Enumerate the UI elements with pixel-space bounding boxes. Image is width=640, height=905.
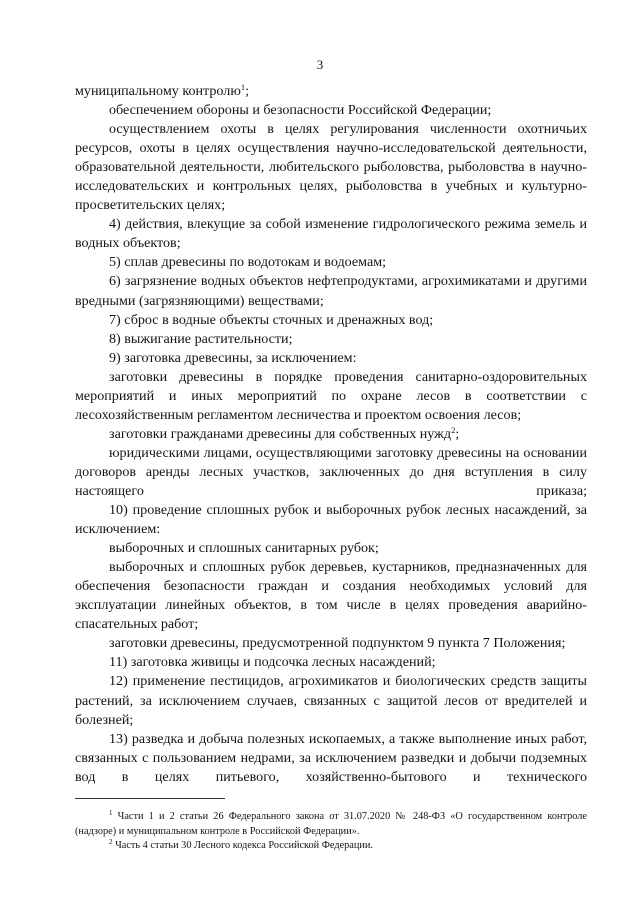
paragraph-text: 12) применение пестицидов, агрохимикатов и биологических средств защиты растений, за исключением случаев, связанных с защитой лесов от вредителей и болезней; [75,673,587,728]
paragraph-text: 13) разведка и добыча полезных ископаемых, а также выполнение иных работ, связанных с пользованием недрами, за исключением разведки и добычи подземных вод в целях питьевого, хозяйственно-бытового и технического [75,730,587,785]
paragraph [75,272,587,310]
paragraph [75,330,587,349]
paragraph [75,653,587,672]
paragraph-text: заготовки древесины в порядке проведения санитарно-оздоровительных мероприятий и иных мероприятий по охране лесов в соответствии с лесохозяйственным регламентом лесничества и проектом освоения лесов; [75,368,587,423]
footnote-mark: 1 [109,809,113,817]
footnote-reference: 2 [451,424,456,435]
footnote-text: Части 1 и 2 статьи 26 Федерального закона от 31.07.2020 № 248-ФЗ «О государственном контроле (надзоре) и муниципальном контроле в Российской Федерации». [75,811,587,837]
paragraph-text: 6) загрязнение водных объектов нефтепродуктами, агрохимикатами и другими вредными (загрязняющими) веществами; [75,273,587,309]
paragraph-text: 7) сброс в водные объекты сточных и дренажных вод; [109,311,434,328]
paragraph-text: выборочных и сплошных рубок деревьев, кустарников, предназначенных для обеспечения безопасности граждан и создания необходимых условий для эксплуатации линейных объектов, в том числе в целях проведения аварийно-спасательных работ; [75,559,587,633]
paragraph-text: обеспечением обороны и безопасности Российской Федерации; [109,102,492,119]
paragraph-punctuation: ; [455,425,460,442]
paragraph [75,368,587,425]
footnote-divider [75,798,225,799]
paragraph-text: 9) заготовка древесины, за исключением: [109,349,357,366]
paragraph-text: муниципальному контролю [75,83,241,99]
paragraph-text: 5) сплав древесины по водотокам и водоемам; [109,254,387,271]
paragraph-text: заготовки древесины, предусмотренной подпунктом 9 пункта 7 Положения; [109,635,566,652]
paragraph [75,311,587,330]
paragraph [75,444,587,501]
paragraph-text: осуществлением охоты в целях регулирования численности охотничьих ресурсов, охоты в целях осуществления научно-исследовательской деятельности, образовательной деятельности, любительского рыболовства, рыболовства в научно-исследовательских и контрольных целях, рыболовства в учебных и культурно-просветительских целях; [75,121,587,214]
paragraph [75,101,587,120]
footnote [75,839,587,854]
paragraph [75,558,587,634]
footnote [75,810,587,839]
paragraph [75,349,587,368]
paragraph-punctuation: ; [245,83,250,99]
paragraph-text: 11) заготовка живицы и подсочка лесных насаждений; [109,654,436,671]
paragraph [75,501,587,539]
paragraph [75,215,587,253]
footnote-reference: 1 [240,82,246,92]
paragraph [75,120,587,215]
paragraph [75,82,587,101]
paragraph-text: 4) действия, влекущие за собой изменение гидрологического режима земель и водных объектов; [75,216,587,252]
paragraph-text: 10) проведение сплошных рубок и выборочных рубок лесных насаждений, за исключением: [75,502,587,538]
paragraph-text: заготовки гражданами древесины для собственных нужд [109,425,452,442]
paragraph [75,425,587,444]
footnote-mark: 2 [109,838,113,846]
paragraph [75,672,587,729]
paragraph-text: юридическими лицами, осуществляющими заготовку древесины на основании договоров аренды лесных участков, заключенных до дня вступления в силу настоящего приказа; [75,444,587,499]
paragraph [75,730,587,787]
paragraph [75,634,587,653]
paragraph-text: выборочных и сплошных санитарных рубок; [109,540,379,557]
page-number: 3 [316,57,324,72]
document-body [75,82,587,787]
paragraph-text: 8) выжигание растительности; [109,330,293,347]
paragraph [75,539,587,558]
paragraph [75,253,587,272]
footnote-text: Часть 4 статьи 30 Лесного кодекса Российской Федерации. [112,840,373,851]
footnotes [75,810,587,854]
